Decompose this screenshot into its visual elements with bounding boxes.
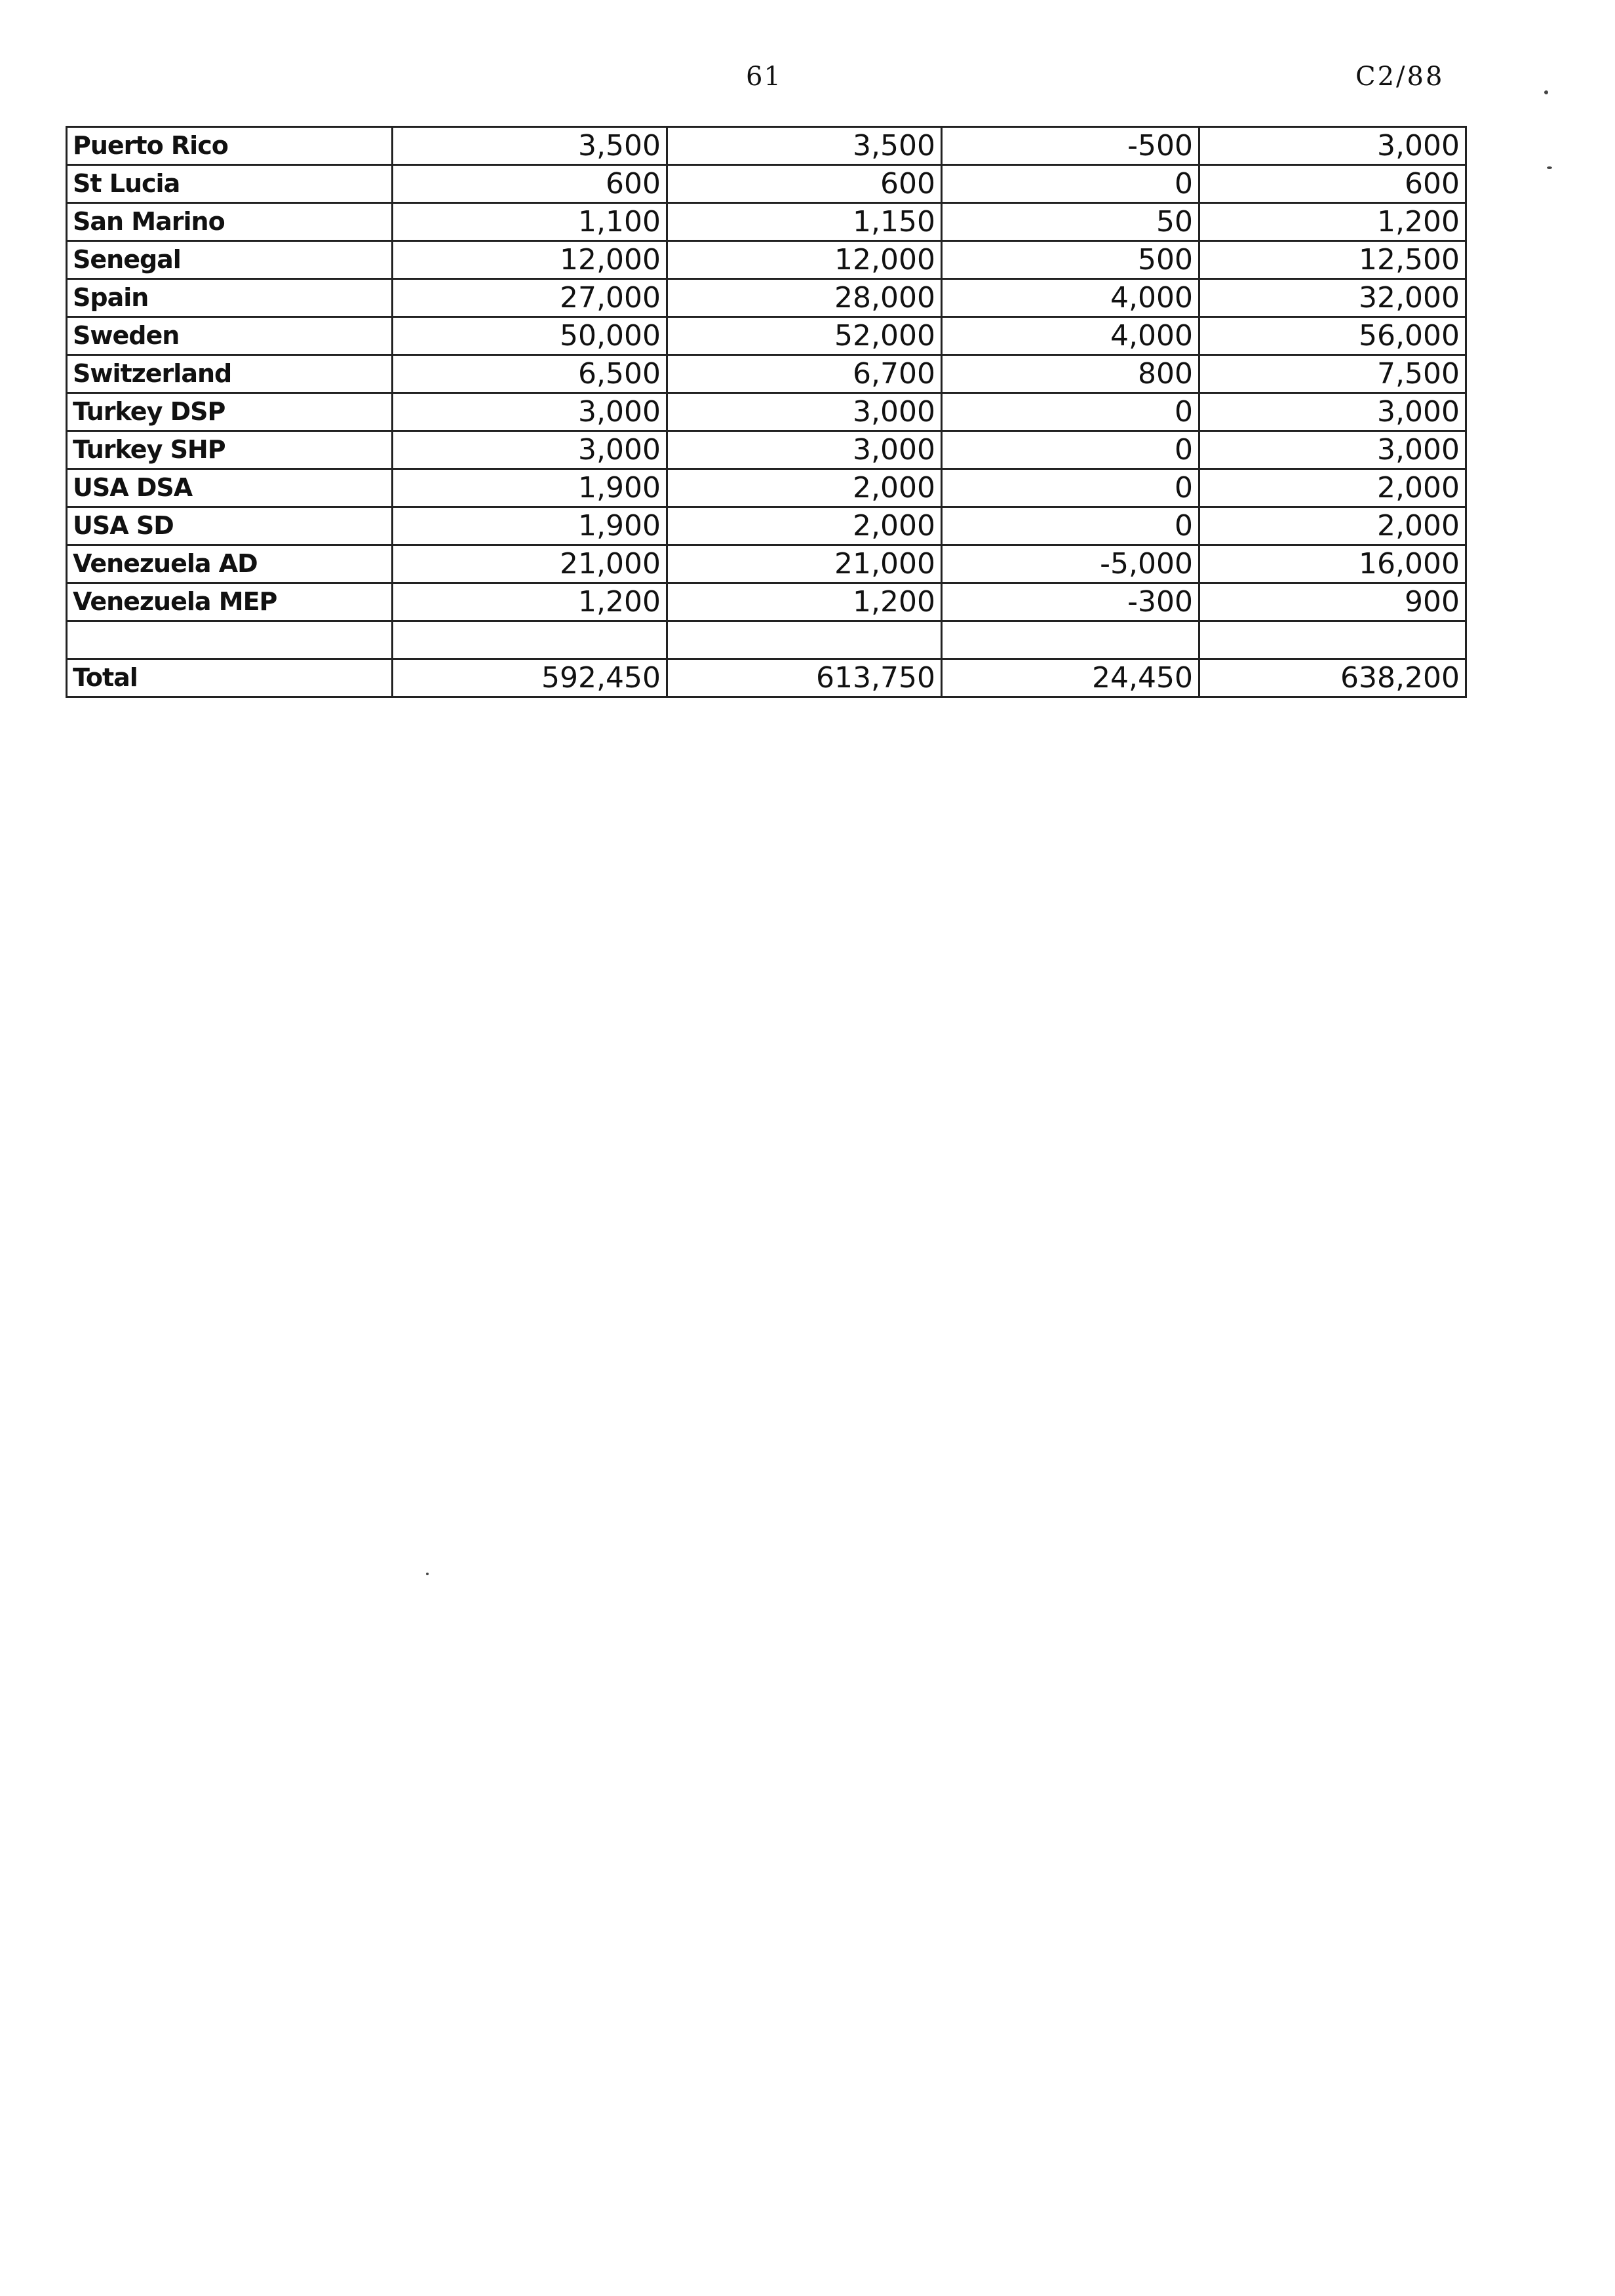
value-cell: 3,500 bbox=[393, 127, 667, 165]
row-label: Switzerland bbox=[67, 355, 393, 393]
value-cell: 0 bbox=[942, 507, 1199, 545]
blank-row bbox=[67, 621, 1466, 659]
value-cell: 0 bbox=[942, 393, 1199, 431]
blank-cell bbox=[667, 621, 942, 659]
row-label: Turkey DSP bbox=[67, 393, 393, 431]
table-row bbox=[67, 355, 1466, 393]
value-cell: 1,100 bbox=[393, 203, 667, 241]
value-cell: 1,200 bbox=[393, 583, 667, 621]
value-cell: 27,000 bbox=[393, 279, 667, 317]
value-cell: 12,000 bbox=[667, 241, 942, 279]
value-cell: 1,200 bbox=[1199, 203, 1466, 241]
row-label: Spain bbox=[67, 279, 393, 317]
document-reference: C2/88 bbox=[1355, 62, 1445, 92]
value-cell: 592,450 bbox=[393, 659, 667, 697]
scan-speck bbox=[1547, 166, 1552, 169]
value-cell: 6,700 bbox=[667, 355, 942, 393]
value-cell: 2,000 bbox=[667, 507, 942, 545]
table-row bbox=[67, 241, 1466, 279]
blank-cell bbox=[67, 621, 393, 659]
value-cell: 1,900 bbox=[393, 507, 667, 545]
value-cell: 600 bbox=[393, 165, 667, 203]
table-row bbox=[67, 317, 1466, 355]
value-cell: 638,200 bbox=[1199, 659, 1466, 697]
value-cell: 1,150 bbox=[667, 203, 942, 241]
value-cell: 3,000 bbox=[393, 431, 667, 469]
table-row bbox=[67, 393, 1466, 431]
value-cell: 50,000 bbox=[393, 317, 667, 355]
table-row bbox=[67, 127, 1466, 165]
blank-cell bbox=[1199, 621, 1466, 659]
value-cell: 613,750 bbox=[667, 659, 942, 697]
value-cell: 3,000 bbox=[667, 393, 942, 431]
value-cell: 0 bbox=[942, 165, 1199, 203]
row-label: St Lucia bbox=[67, 165, 393, 203]
row-label: Sweden bbox=[67, 317, 393, 355]
table-body bbox=[67, 127, 1466, 697]
value-cell: 1,200 bbox=[667, 583, 942, 621]
value-cell: 6,500 bbox=[393, 355, 667, 393]
value-cell: 21,000 bbox=[667, 545, 942, 583]
page-number: 61 bbox=[746, 62, 782, 92]
allocation-table bbox=[66, 126, 1467, 698]
value-cell: 21,000 bbox=[393, 545, 667, 583]
value-cell: 500 bbox=[942, 241, 1199, 279]
table-row bbox=[67, 545, 1466, 583]
value-cell: 7,500 bbox=[1199, 355, 1466, 393]
value-cell: 800 bbox=[942, 355, 1199, 393]
table-row bbox=[67, 165, 1466, 203]
value-cell: 12,500 bbox=[1199, 241, 1466, 279]
value-cell: 3,000 bbox=[393, 393, 667, 431]
row-label: Senegal bbox=[67, 241, 393, 279]
table-row bbox=[67, 203, 1466, 241]
value-cell: 1,900 bbox=[393, 469, 667, 507]
total-row bbox=[67, 659, 1466, 697]
value-cell: 600 bbox=[667, 165, 942, 203]
scan-speck bbox=[426, 1573, 429, 1575]
row-label: Venezuela MEP bbox=[67, 583, 393, 621]
value-cell: 900 bbox=[1199, 583, 1466, 621]
value-cell: 28,000 bbox=[667, 279, 942, 317]
row-label: USA DSA bbox=[67, 469, 393, 507]
value-cell: 2,000 bbox=[1199, 507, 1466, 545]
value-cell: 50 bbox=[942, 203, 1199, 241]
row-label: Total bbox=[67, 659, 393, 697]
table-row bbox=[67, 469, 1466, 507]
value-cell: 16,000 bbox=[1199, 545, 1466, 583]
blank-cell bbox=[942, 621, 1199, 659]
value-cell: 2,000 bbox=[667, 469, 942, 507]
value-cell: 2,000 bbox=[1199, 469, 1466, 507]
value-cell: 3,000 bbox=[1199, 431, 1466, 469]
blank-cell bbox=[393, 621, 667, 659]
value-cell: 4,000 bbox=[942, 279, 1199, 317]
value-cell: 52,000 bbox=[667, 317, 942, 355]
row-label: Puerto Rico bbox=[67, 127, 393, 165]
value-cell: 0 bbox=[942, 431, 1199, 469]
value-cell: 3,000 bbox=[1199, 393, 1466, 431]
value-cell: 600 bbox=[1199, 165, 1466, 203]
row-label: Venezuela AD bbox=[67, 545, 393, 583]
table-row bbox=[67, 583, 1466, 621]
value-cell: 56,000 bbox=[1199, 317, 1466, 355]
row-label: USA SD bbox=[67, 507, 393, 545]
value-cell: 0 bbox=[942, 469, 1199, 507]
value-cell: -300 bbox=[942, 583, 1199, 621]
table-row bbox=[67, 507, 1466, 545]
table-row bbox=[67, 431, 1466, 469]
value-cell: 3,000 bbox=[1199, 127, 1466, 165]
row-label: San Marino bbox=[67, 203, 393, 241]
row-label: Turkey SHP bbox=[67, 431, 393, 469]
value-cell: 24,450 bbox=[942, 659, 1199, 697]
value-cell: 3,500 bbox=[667, 127, 942, 165]
value-cell: 4,000 bbox=[942, 317, 1199, 355]
scan-speck bbox=[1544, 90, 1548, 94]
table-row bbox=[67, 279, 1466, 317]
value-cell: -5,000 bbox=[942, 545, 1199, 583]
value-cell: 12,000 bbox=[393, 241, 667, 279]
value-cell: 3,000 bbox=[667, 431, 942, 469]
value-cell: 32,000 bbox=[1199, 279, 1466, 317]
value-cell: -500 bbox=[942, 127, 1199, 165]
